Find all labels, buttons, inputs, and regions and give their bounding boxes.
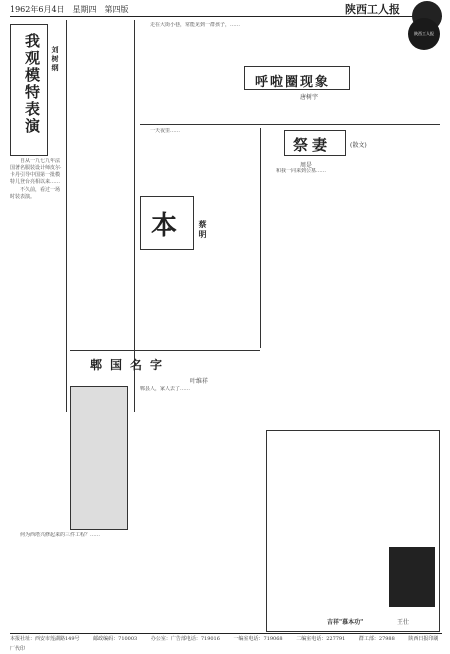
footer-subscribe: 二编室电话：227791	[296, 636, 346, 642]
footer-editing: 一编室电话：719068	[233, 636, 283, 642]
divider	[134, 20, 135, 412]
article2-author: 唐树宇	[300, 94, 319, 101]
bottom-ad-box	[266, 430, 440, 632]
article5-author: 叶维祥	[190, 378, 209, 385]
photo-caption-text: 何为西塔兴修起来的三件工程？……	[20, 532, 101, 538]
article1-para: 不久前，看过一场时装表演。	[10, 187, 61, 200]
article1-author: 刘树纲	[51, 46, 60, 73]
article3-title-box	[284, 130, 346, 156]
article3-title: 祭妻	[293, 136, 332, 154]
footer	[10, 633, 442, 652]
article5-body	[130, 386, 260, 626]
pagoda-photo	[70, 386, 128, 530]
footer-phone: 邮政编码：710003	[93, 636, 138, 642]
article2-title: 呼啦圈现象	[255, 75, 331, 90]
article3-subtitle: (散文)	[350, 142, 367, 149]
ad-title: 吉祥"慕本功"	[327, 619, 364, 626]
footer-address: 本报社址：西安市莲湖路149号	[10, 636, 80, 642]
article2-body	[140, 22, 430, 122]
article1-body-cont	[70, 20, 130, 180]
article5-title: 郫国名字	[90, 358, 171, 372]
divider	[260, 128, 261, 348]
stamp-label: 陕西工人报	[414, 31, 434, 36]
date-line: 1962年6月4日 星期四 第四版	[10, 5, 129, 14]
divider	[140, 124, 440, 125]
footer-printing: 陕西日报印刷厂代印	[10, 636, 439, 652]
article4-title: 本	[151, 211, 178, 241]
article1-body	[10, 158, 62, 458]
article4-title-box	[140, 196, 194, 250]
divider	[66, 20, 67, 412]
article1-title-box	[10, 24, 48, 156]
article3-body	[266, 168, 438, 428]
footer-office: 办公室：广告部电话：719016	[150, 636, 220, 642]
article3-author: 周是	[300, 162, 313, 169]
article1-para: 自从一九七九年法国著名服装设计师皮尔·卡丹引导中国第一批模特儿登台亮相以来……	[10, 158, 62, 185]
divider	[70, 350, 260, 351]
article3-para: 和我一同来到公墓……	[276, 168, 327, 174]
ad-graphic	[389, 547, 435, 607]
ad-author: 王仕	[397, 619, 410, 626]
article4-para: 一天夜里……	[150, 128, 181, 134]
article5-para: 郫县人，家人去了……	[140, 386, 191, 392]
header	[10, 2, 442, 17]
article4-body	[140, 128, 240, 188]
masthead: 陕西工人报	[345, 3, 400, 16]
article4-subtitle: 蔡明	[198, 220, 208, 240]
article2-para: 走在大街小巷，常能见到一群孩子，……	[150, 22, 241, 28]
footer-pub: 群工部：27988	[358, 636, 395, 642]
photo-caption	[10, 532, 130, 622]
article1-title: 我观模特表演	[23, 33, 41, 135]
